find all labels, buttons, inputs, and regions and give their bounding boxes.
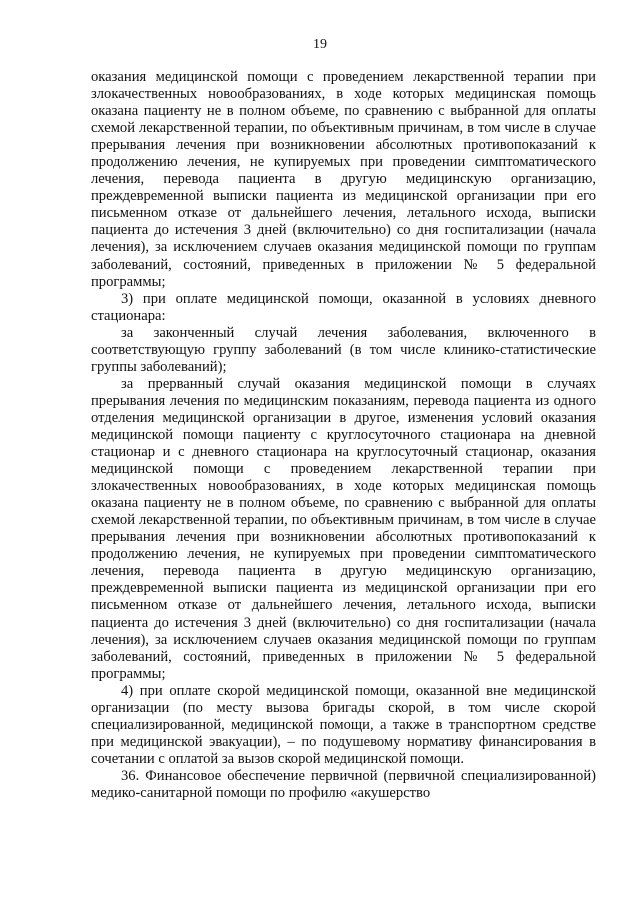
paragraph-item-3: 3) при оплате медицинской помощи, оказанной в условиях дневного стационара:	[91, 290, 596, 324]
paragraph-completed-case: за законченный случай лечения заболевания, включенного в соответствующую группу заболеваний (в том числе клинико-статистические группы заболеваний);	[91, 324, 596, 375]
document-body	[91, 69, 596, 802]
paragraph-interrupted-case: за прерванный случай оказания медицинской помощи в случаях прерывания лечения по медицинским показаниям, перевода пациента из одного отделения медицинской организации в другое, изменения условий оказания медицинской помощи пациенту с круглосуточного стационара на дневной стационар и с дневного стационара на круглосуточный стационар, оказания медицинской помощи с проведением лекарственной терапии при злокачественных новообразованиях, в ходе которых медицинская помощь оказана пациенту не в полном объеме, по сравнению с выбранной для оплаты схемой лекарственной терапии, по объективным причинам, в том числе в случае прерывания лечения при возникновении абсолютных противопоказаний к продолжению лечения, не купируемых при проведении симптоматического лечения, перевода пациента в другую медицинскую организацию, преждевременной выписки пациента из медицинской организации при его письменном отказе от дальнейшего лечения, летального исхода, выписки пациента до истечения 3 дней (включительно) со дня госпитализации (начала лечения), за исключением случаев оказания медицинской помощи по группам заболеваний, состояний, приведенных в приложении № 5 федеральной программы;	[91, 375, 596, 682]
page-number: 19	[313, 37, 327, 52]
paragraph-item-4: 4) при оплате скорой медицинской помощи, оказанной вне медицинской организации (по месту вызова бригады скорой, в том числе скорой специализированной, медицинской помощи, а также в транспортном средстве при медицинской эвакуации), – по подушевому нормативу финансирования в сочетании с оплатой за вызов скорой медицинской помощи.	[91, 682, 596, 767]
paragraph-continuation: оказания медицинской помощи с проведением лекарственной терапии при злокачественных новообразованиях, в ходе которых медицинская помощь оказана пациенту не в полном объеме, по сравнению с выбранной для оплаты схемой лекарственной терапии, по объективным причинам, в том числе в случае прерывания лечения при возникновении абсолютных противопоказаний к продолжению лечения, не купируемых при проведении симптоматического лечения, перевода пациента в другую медицинскую организацию, преждевременной выписки пациента из медицинской организации при его письменном отказе от дальнейшего лечения, летального исхода, выписки пациента до истечения 3 дней (включительно) со дня госпитализации (начала лечения), за исключением случаев оказания медицинской помощи по группам заболеваний, состояний, приведенных в приложении № 5 федеральной программы;	[91, 69, 596, 290]
paragraph-item-36: 36. Финансовое обеспечение первичной (первичной специализированной) медико-санитарной помощи по профилю «акушерство	[91, 767, 596, 801]
